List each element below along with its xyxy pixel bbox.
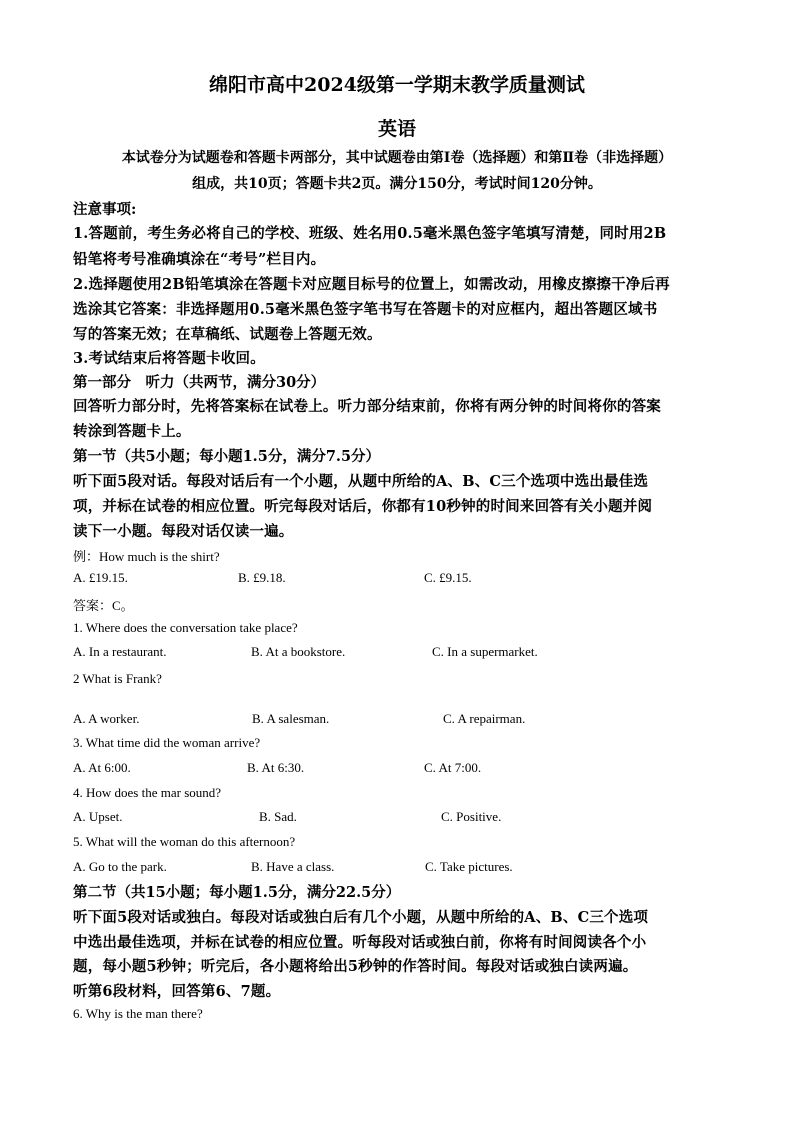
part1-desc: 回答听力部分时，先将答案标在试卷上。听力部分结束前，你将有两分钟的时间将你的答案: [73, 398, 661, 415]
q5-option-a: A. Go to the park.: [73, 859, 167, 874]
example-option-a: A. £19.15.: [73, 570, 128, 585]
example-option-b: B. £9.18.: [238, 570, 286, 585]
q4-option-c: C. Positive.: [441, 809, 502, 824]
q3-option-a: A. At 6:00.: [73, 760, 131, 775]
q5-option-b: B. Have a class.: [251, 859, 335, 874]
question-4: 4. How does the mar sound?: [73, 785, 222, 800]
example-answer: 答案：C。: [73, 598, 134, 613]
q3-option-c: C. At 7:00.: [424, 760, 482, 775]
notice-heading: 注意事项:: [73, 201, 137, 218]
q2-option-b: B. A salesman.: [252, 711, 330, 726]
question-5: 5. What will the woman do this afternoon?: [73, 834, 296, 849]
part1-desc: 转涂到答题卡上。: [73, 423, 191, 440]
exam-title: 绵阳市高中2024级第一学期末教学质量测试: [209, 74, 585, 96]
example-question: 例：How much is the shirt?: [73, 549, 220, 564]
notice-line: 1.答题前，考生务必将自己的学校、班级、姓名用0.5毫米黑色签字笔填写清楚，同时用2B: [73, 225, 667, 242]
section1-desc: 听下面5段对话。每段对话后有一个小题，从题中所给的A、B、C三个选项中选出最佳选: [73, 473, 649, 490]
subject-title: 英语: [377, 118, 416, 140]
section1-desc: 读下一小题。每段对话仅读一遍。: [73, 523, 294, 540]
q5-option-c: C. Take pictures.: [425, 859, 513, 874]
question-3: 3. What time did the woman arrive?: [73, 735, 261, 750]
section1-desc: 项，并标在试卷的相应位置。听完每段对话后，你都有10秒钟的时间来回答有关小题并阅: [73, 498, 653, 515]
notice-line: 写的答案无效；在草稿纸、试题卷上答题无效。: [73, 326, 382, 343]
question-6: 6. Why is the man there?: [73, 1006, 203, 1021]
q2-option-c: C. A repairman.: [443, 711, 526, 726]
notice-line: 选涂其它答案：非选择题用0.5毫米黑色签字笔书写在答题卡的对应框内，超出答题区域书: [73, 301, 658, 318]
intro-line-1: 本试卷分为试题卷和答题卡两部分，其中试题卷由第Ⅰ卷（选择题）和第Ⅱ卷（非选择题）: [121, 150, 673, 166]
q4-option-a: A. Upset.: [73, 809, 123, 824]
q1-option-c: C. In a supermarket.: [432, 644, 538, 659]
section2-desc: 中选出最佳选项，并标在试卷的相应位置。听每段对话或独白前，你将有时间阅读各个小: [73, 934, 647, 951]
question-2: 2 What is Frank?: [73, 671, 162, 686]
q2-option-a: A. A worker.: [73, 711, 140, 726]
notice-line: 2.选择题使用2B铅笔填涂在答题卡对应题目标号的位置上，如需改动，用橡皮擦擦干净后再: [73, 276, 670, 293]
section2-desc: 听下面5段对话或独白。每段对话或独白后有几个小题，从题中所给的A、B、C三个选项: [73, 909, 649, 926]
section2-heading: 第二节（共15小题；每小题1.5分，满分22.5分）: [73, 884, 401, 901]
notice-line: 3.考试结束后将答题卡收回。: [73, 350, 265, 367]
question-1: 1. Where does the conversation take place?: [73, 620, 298, 635]
section2-desc: 听第6段材料，回答第6、7题。: [73, 983, 281, 1000]
notice-line: 铅笔将考号准确填涂在“考号”栏目内。: [73, 251, 326, 268]
intro-line-2: 组成，共10页；答题卡共2页。满分150分，考试时间120分钟。: [192, 176, 602, 192]
example-option-c: C. £9.15.: [424, 570, 472, 585]
q1-option-a: A. In a restaurant.: [73, 644, 167, 659]
q1-option-b: B. At a bookstore.: [251, 644, 346, 659]
q4-option-b: B. Sad.: [259, 809, 297, 824]
part1-heading: 第一部分 听力（共两节，满分30分）: [73, 374, 326, 391]
section2-desc: 题，每小题5秒钟；听完后，各小题将给出5秒钟的作答时间。每段对话或独白读两遍。: [73, 958, 638, 975]
section1-heading: 第一节（共5小题；每小题1.5分，满分7.5分）: [73, 448, 381, 465]
q3-option-b: B. At 6:30.: [247, 760, 305, 775]
